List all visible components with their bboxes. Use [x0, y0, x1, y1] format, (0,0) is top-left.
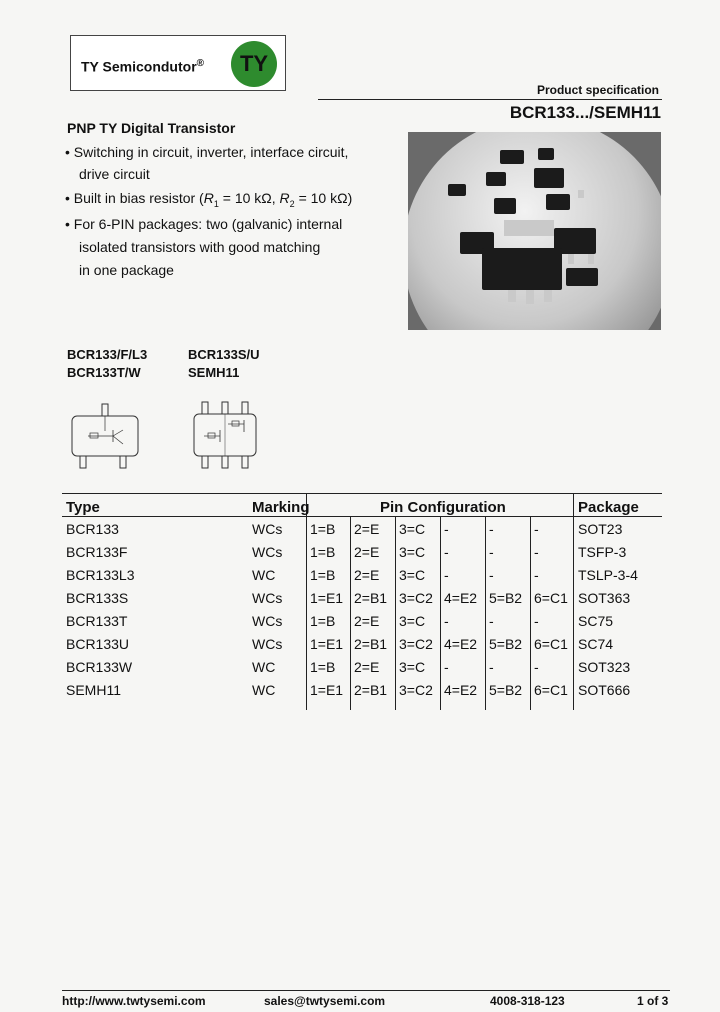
table-cell: BCR133 — [66, 521, 119, 537]
table-cell: - — [534, 567, 539, 583]
table-cell: 1=E1 — [310, 636, 344, 652]
pin-divider-4 — [485, 516, 486, 710]
table-cell: WCs — [252, 590, 283, 606]
footer-phone: 4008-318-123 — [490, 994, 565, 1008]
table-cell: 6=C1 — [534, 682, 568, 698]
header-rule — [318, 99, 662, 100]
registered-mark: ® — [196, 58, 205, 69]
table-cell: 4=E2 — [444, 590, 478, 606]
table-cell: 5=B2 — [489, 590, 523, 606]
footer-page-number: 1 of 3 — [637, 994, 669, 1008]
table-cell: WCs — [252, 521, 283, 537]
table-cell: 2=B1 — [354, 636, 388, 652]
table-cell: - — [489, 613, 494, 629]
table-cell: SOT23 — [578, 521, 623, 537]
table-cell: WC — [252, 567, 276, 583]
table-cell: 6=C1 — [534, 590, 568, 606]
table-header-rule — [62, 516, 662, 517]
pin-divider-3 — [440, 516, 441, 710]
table-cell: BCR133W — [66, 659, 133, 675]
table-cell: 2=E — [354, 613, 380, 629]
table-cell: BCR133U — [66, 636, 130, 652]
table-cell: 2=E — [354, 659, 380, 675]
table-cell: 1=E1 — [310, 682, 344, 698]
col-divider-package — [573, 493, 574, 710]
table-cell: 3=C2 — [399, 682, 433, 698]
table-cell: BCR133L3 — [66, 567, 135, 583]
table-cell: 3=C — [399, 544, 426, 560]
table-cell: - — [489, 521, 494, 537]
table-cell: SEMH11 — [66, 682, 121, 698]
table-cell: WC — [252, 659, 276, 675]
table-cell: 4=E2 — [444, 682, 478, 698]
table-cell: 3=C2 — [399, 636, 433, 652]
table-cell: 1=B — [310, 544, 336, 560]
table-cell: 3=C — [399, 613, 426, 629]
spec-label: Product specification — [536, 83, 659, 97]
table-cell: - — [444, 613, 449, 629]
table-cell: - — [444, 659, 449, 675]
table-cell: BCR133F — [66, 544, 128, 560]
table-cell: WCs — [252, 544, 283, 560]
feature-bullet-3-cont-2: in one package — [79, 262, 174, 278]
table-cell: 1=B — [310, 521, 336, 537]
table-cell: 3=C2 — [399, 590, 433, 606]
header-package: Package — [578, 499, 639, 516]
table-cell: 1=B — [310, 659, 336, 675]
table-cell: - — [444, 544, 449, 560]
table-cell: - — [534, 544, 539, 560]
footer-url[interactable]: http://www.twtysemi.com — [62, 994, 206, 1008]
table-cell: - — [534, 521, 539, 537]
ty-logo-badge: TY — [231, 41, 277, 87]
feature-bullet-3: • For 6-PIN packages: two (galvanic) internal — [65, 216, 343, 232]
feature-bullet-1: • Switching in circuit, inverter, interface circuit, — [65, 144, 349, 160]
table-cell: 5=B2 — [489, 682, 523, 698]
feature-bullet-2: • Built in bias resistor ($R_1 = 10$ kΩ, $R_2 = 10$ kΩ) — [65, 190, 353, 209]
pin-divider-2 — [395, 516, 396, 710]
table-cell: TSFP-3 — [578, 544, 627, 560]
table-cell: 3=C — [399, 521, 426, 537]
package-photo — [408, 132, 661, 330]
variant-group-right-2: SEMH11 — [188, 365, 240, 380]
footer-rule — [62, 990, 670, 991]
pin-divider-5 — [530, 516, 531, 710]
table-cell: SOT363 — [578, 590, 631, 606]
feature-bullet-3-cont-1: isolated transistors with good matching — [79, 239, 321, 255]
table-cell: 1=B — [310, 567, 336, 583]
table-cell: - — [534, 659, 539, 675]
table-cell: - — [489, 659, 494, 675]
table-cell: SC75 — [578, 613, 614, 629]
table-cell: SOT323 — [578, 659, 631, 675]
table-cell: - — [489, 544, 494, 560]
part-title: BCR133.../SEMH11 — [509, 103, 661, 122]
table-cell: 2=B1 — [354, 682, 388, 698]
table-cell: WCs — [252, 613, 283, 629]
table-cell: 3=C — [399, 567, 426, 583]
table-cell: 4=E2 — [444, 636, 478, 652]
table-cell: BCR133S — [66, 590, 129, 606]
table-cell: 2=E — [354, 544, 380, 560]
table-cell: TSLP-3-4 — [578, 567, 638, 583]
table-cell: BCR133T — [66, 613, 128, 629]
product-subtitle: PNP TY Digital Transistor — [67, 120, 236, 136]
table-cell: - — [534, 613, 539, 629]
table-cell: SC74 — [578, 636, 614, 652]
variant-group-left-1: BCR133/F/L3 — [67, 347, 148, 362]
col-divider-marking — [306, 493, 307, 710]
company-name: TY Semicondutor® — [81, 58, 205, 75]
header-type: Type — [66, 499, 100, 516]
table-cell: 2=E — [354, 567, 380, 583]
header-pin-config: Pin Configuration — [380, 499, 506, 516]
table-cell: 1=E1 — [310, 590, 344, 606]
table-cell: 2=E — [354, 521, 380, 537]
table-cell: SOT666 — [578, 682, 631, 698]
table-cell: 6=C1 — [534, 636, 568, 652]
table-top-rule — [62, 493, 662, 494]
pin-divider-1 — [350, 516, 351, 710]
table-cell: WCs — [252, 636, 283, 652]
table-cell: 2=B1 — [354, 590, 388, 606]
variant-group-right-1: BCR133S/U — [188, 347, 260, 362]
table-cell: 1=B — [310, 613, 336, 629]
company-logo-box — [70, 35, 286, 91]
footer-email[interactable]: sales@twtysemi.com — [264, 994, 386, 1008]
table-cell: - — [489, 567, 494, 583]
table-cell: 5=B2 — [489, 636, 523, 652]
pinout-diagram-3pin — [68, 396, 143, 486]
table-cell: WC — [252, 682, 276, 698]
variant-group-left-2: BCR133T/W — [67, 365, 141, 380]
header-marking: Marking — [252, 499, 310, 516]
feature-bullet-1-cont: drive circuit — [79, 166, 150, 182]
table-cell: - — [444, 567, 449, 583]
table-cell: 3=C — [399, 659, 426, 675]
table-cell: - — [444, 521, 449, 537]
pinout-diagram-6pin — [190, 396, 265, 486]
